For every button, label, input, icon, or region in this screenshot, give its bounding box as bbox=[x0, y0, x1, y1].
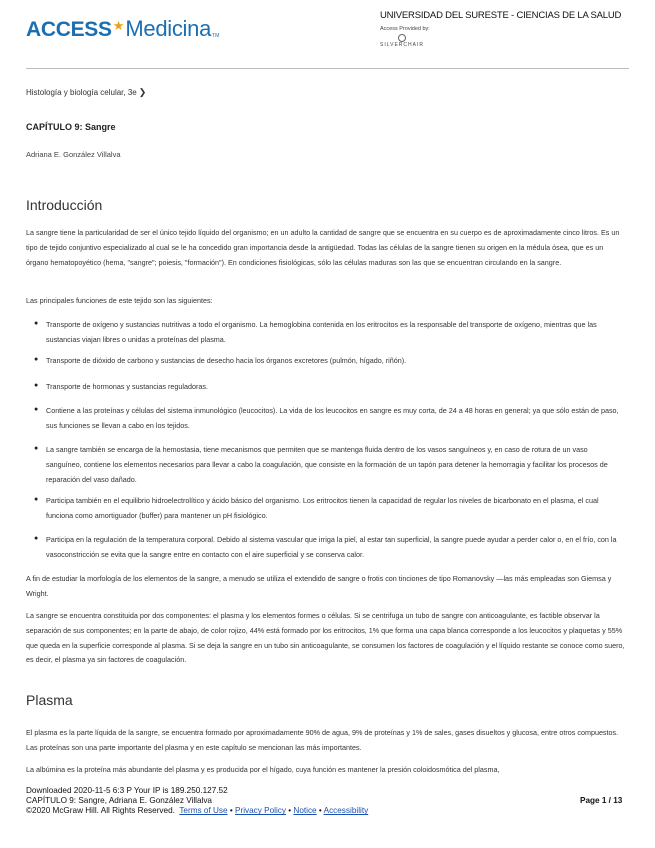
citation: CAPÍTULO 9: Sangre, Adriana E. González Villalva bbox=[26, 796, 212, 806]
bullet-icon: ● bbox=[34, 535, 39, 542]
logo-medicina-text: Medicina bbox=[125, 16, 212, 41]
function-item-7: Participa en la regulación de la temperatura corporal. Debido al sistema vascular que irriga la piel, al estar tan superficial, la sangre puede ayudar a perder calor o, en el frío, con la vasoconstricción se evita que la sangre entre en contacto con el aire superficial y se conserva calor. bbox=[46, 535, 617, 559]
separator: • bbox=[318, 806, 322, 816]
function-item-6: Participa también en el equilibrio hidroelectrolítico y ácido básico del organismo. Los eritrocitos tienen la capacidad de regular los niveles de bicarbonato en el plasma, el cual funciona como amortiguador (buffer) para mantener un pH fisiológico. bbox=[46, 496, 599, 520]
function-item-3: Transporte de hormonas y sustancias reguladoras. bbox=[46, 382, 208, 391]
notice-link[interactable]: Notice bbox=[293, 806, 317, 816]
chevron-right-icon: ❯ bbox=[138, 87, 147, 97]
provider-logo bbox=[380, 34, 440, 50]
page-footer bbox=[26, 786, 636, 817]
accessibility-link[interactable]: Accessibility bbox=[323, 806, 369, 816]
intro-heading: Introducción bbox=[26, 197, 103, 213]
bullet-icon: ● bbox=[34, 320, 39, 327]
function-item-2: Transporte de dióxido de carbono y sustancias de desecho hacia los órganos excretores (pulmón, hígado, riñón). bbox=[46, 356, 407, 365]
separator: • bbox=[229, 806, 233, 816]
logo-trademark: TM bbox=[212, 33, 220, 39]
logo-star-icon: ★ bbox=[112, 18, 125, 33]
intro-paragraph-1 bbox=[26, 226, 626, 270]
download-info: Downloaded 2020-11-5 6:3 P Your IP is 189.250.127.52 bbox=[26, 786, 228, 795]
accessmedicina-logo[interactable] bbox=[26, 12, 219, 42]
provided-by-label: Access Provided by: bbox=[380, 26, 430, 32]
intro-paragraph-4: La sangre se encuentra constituida por dos componentes: el plasma y los elementos formes o células. Si se centrifuga un tubo de sangre con anticoagulante, es factible observar la separación de sus componentes; en la parte de abajo, de color rojizo, 44% está formado por los eritrocitos, 1% que forma una capa blanca corresponde a los leucocitos y plaquetas y 55% que queda en la superficie corresponde al plasma. Si se deja la sangre en un tubo sin anticoagulante, se consumen los factores de coagulación y el líquido restante se conoce como suero, es decir, el plasma ya sin factores de coagulación. bbox=[26, 611, 625, 665]
bullet-icon: ● bbox=[34, 356, 39, 363]
chapter-title: CAPÍTULO 9: Sangre bbox=[26, 122, 116, 132]
bullet-icon: ● bbox=[34, 445, 39, 452]
separator: • bbox=[288, 806, 292, 816]
provider-logo-text: SILVERCHAIR bbox=[380, 42, 424, 48]
plasma-paragraph-1: El plasma es la parte líquida de la sangre, se encuentra formado por aproximadamente 90% de agua, 9% de proteínas y 1% de sales, gases disueltos y glucosa, entre otros compuestos. Las proteínas son una parte importante del plasma y en este capítulo se mencionan las más importantes. bbox=[26, 728, 619, 752]
plasma-paragraph-2: La albúmina es la proteína más abundante del plasma y es producida por el hígado, cuya función es mantener la presión coloidosmótica del plasma, bbox=[26, 765, 500, 774]
provider-logo-icon bbox=[398, 34, 406, 42]
footer-links-row bbox=[26, 806, 636, 816]
bullet-icon: ● bbox=[34, 382, 39, 389]
breadcrumb-book-link[interactable]: Histología y biología celular, 3e bbox=[26, 88, 137, 97]
copyright: ©2020 McGraw Hill. All Rights Reserved. bbox=[26, 806, 175, 816]
function-item-4: Contiene a las proteínas y células del sistema inmunológico (leucocitos). La vida de los leucocitos en sangre es muy corta, de 24 a 48 horas en general; ya que sólo están de paso, sus funciones se llevan a cabo en los tejidos. bbox=[46, 406, 619, 430]
page-number: Page 1 / 13 bbox=[580, 796, 623, 805]
header-divider bbox=[26, 68, 629, 69]
terms-of-use-link[interactable]: Terms of Use bbox=[179, 806, 228, 816]
intro-paragraph-3: A fin de estudiar la morfología de los elementos de la sangre, a menudo se utiliza el extendido de sangre o frotis con tinciones de tipo Romanovsky —las más empleadas son Giemsa y Wright. bbox=[26, 574, 612, 598]
bullet-icon: ● bbox=[34, 406, 39, 413]
intro-paragraph-2: Las principales funciones de este tejido son las siguientes: bbox=[26, 296, 213, 305]
author-name: Adriana E. González Villalva bbox=[26, 150, 121, 159]
function-item-5: La sangre también se encarga de la hemostasia, tiene mecanismos que permiten que se mantenga fluida dentro de los vasos sanguíneos y, en caso de rotura de un vaso sanguíneo, contiene los elementos necesarios para llevar a cabo la coagulación, que consiste en la formación de un tapón para detener la hemorragia y facilitar los procesos de reparación del vaso dañado. bbox=[46, 445, 608, 484]
logo-access-text: ACCESS bbox=[26, 18, 112, 41]
breadcrumb[interactable] bbox=[26, 87, 146, 98]
plasma-heading: Plasma bbox=[26, 692, 73, 708]
privacy-policy-link[interactable]: Privacy Policy bbox=[235, 806, 286, 816]
bullet-icon: ● bbox=[34, 496, 39, 503]
function-item-1: Transporte de oxígeno y sustancias nutritivas a todo el organismo. La hemoglobina contenida en los eritrocitos es la responsable del transporte de oxígeno, mientras que las sustancias viajan libres o unidas a proteínas del plasma. bbox=[46, 320, 597, 344]
institution-name: UNIVERSIDAD DEL SURESTE - CIENCIAS DE LA SALUD bbox=[380, 10, 622, 21]
intro-p1-text: La sangre tiene la particularidad de ser el único tejido líquido del organismo; en un adulto la cantidad de sangre que se encuentra en su cuerpo es de aproximadamente cinco litros. Es un tipo de tejido conjuntivo especializado al cual se le ha concedido gran importancia desde la antigüedad. Todas las células de la sangre tienen su origen en la médula ósea, que es un órgano hematopoyético (hema, "sangre"; poiesis, "formación"). En condiciones fisiológicas, sólo las células maduras son las que se encuentran circulando en la sangre. bbox=[26, 228, 620, 267]
